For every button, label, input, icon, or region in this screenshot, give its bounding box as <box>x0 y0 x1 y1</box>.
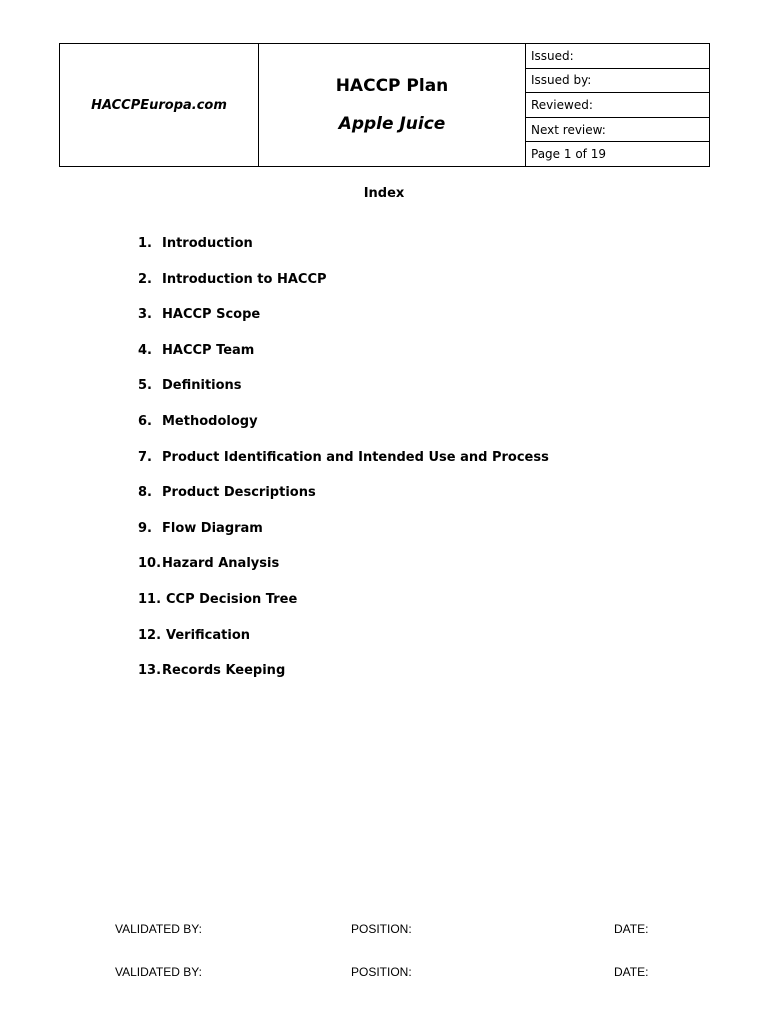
toc-item <box>138 343 549 379</box>
meta-page-number: Page 1 of 19 <box>531 147 606 162</box>
toc-number: 4. <box>138 342 152 358</box>
meta-reviewed: Reviewed: <box>526 93 709 118</box>
toc-label: Introduction to HACCP <box>162 271 327 287</box>
toc-number: 1. <box>138 236 152 251</box>
toc-label: Verification <box>166 627 251 643</box>
toc-item <box>138 485 549 521</box>
toc-label: Definitions <box>162 378 242 394</box>
validated-by-label: VALIDATED BY: <box>115 965 202 979</box>
company-logo-text: HACCPEuropa.com <box>60 44 259 166</box>
toc-number: 2. <box>138 271 152 287</box>
toc-label: Product Identification and Intended Use and Process <box>162 449 549 465</box>
date-label: DATE: <box>614 922 649 936</box>
toc-label: Records Keeping <box>162 663 286 679</box>
position-label: POSITION: <box>351 965 412 979</box>
toc-number: 12. <box>138 627 162 643</box>
index-heading: Index <box>363 186 405 201</box>
title-cell <box>259 44 526 166</box>
meta-cells <box>526 44 709 166</box>
toc-item <box>138 450 549 486</box>
toc-label: CCP Decision Tree <box>166 591 298 607</box>
toc-item <box>138 592 549 628</box>
toc-item <box>138 628 549 664</box>
toc-label: HACCP Team <box>162 342 255 358</box>
meta-issued: Issued: <box>526 44 709 69</box>
toc-number: 8. <box>138 485 152 501</box>
toc-item <box>138 414 549 450</box>
position-label: POSITION: <box>351 922 412 936</box>
toc-item <box>138 521 549 557</box>
toc-label: Flow Diagram <box>162 520 263 536</box>
toc-number: 11. <box>138 591 162 607</box>
document-title: HACCP Plan <box>335 76 449 96</box>
toc-number: 5. <box>138 378 152 394</box>
document-subtitle: Apple Juice <box>338 114 446 134</box>
toc-number: 10. <box>138 556 162 572</box>
document-header <box>59 43 710 167</box>
toc-item <box>138 378 549 414</box>
toc-number: 3. <box>138 307 152 323</box>
toc-number: 6. <box>138 413 152 429</box>
toc-item <box>138 272 549 308</box>
toc-number: 7. <box>138 449 152 465</box>
toc-item <box>138 663 549 699</box>
toc-label: Introduction <box>162 236 253 251</box>
meta-issued-by: Issued by: <box>526 69 709 94</box>
toc-item <box>138 307 549 343</box>
toc-number: 13. <box>138 663 162 679</box>
toc-label: Product Descriptions <box>162 485 316 501</box>
toc-item <box>138 556 549 592</box>
toc-item <box>138 236 549 272</box>
validated-by-label: VALIDATED BY: <box>115 922 202 936</box>
toc-label: Methodology <box>162 413 258 429</box>
toc-number: 9. <box>138 520 152 536</box>
meta-next-review: Next review: <box>526 118 709 143</box>
toc-label: HACCP Scope <box>162 307 261 323</box>
toc-label: Hazard Analysis <box>162 556 280 572</box>
table-of-contents <box>138 236 549 699</box>
date-label: DATE: <box>614 965 649 979</box>
